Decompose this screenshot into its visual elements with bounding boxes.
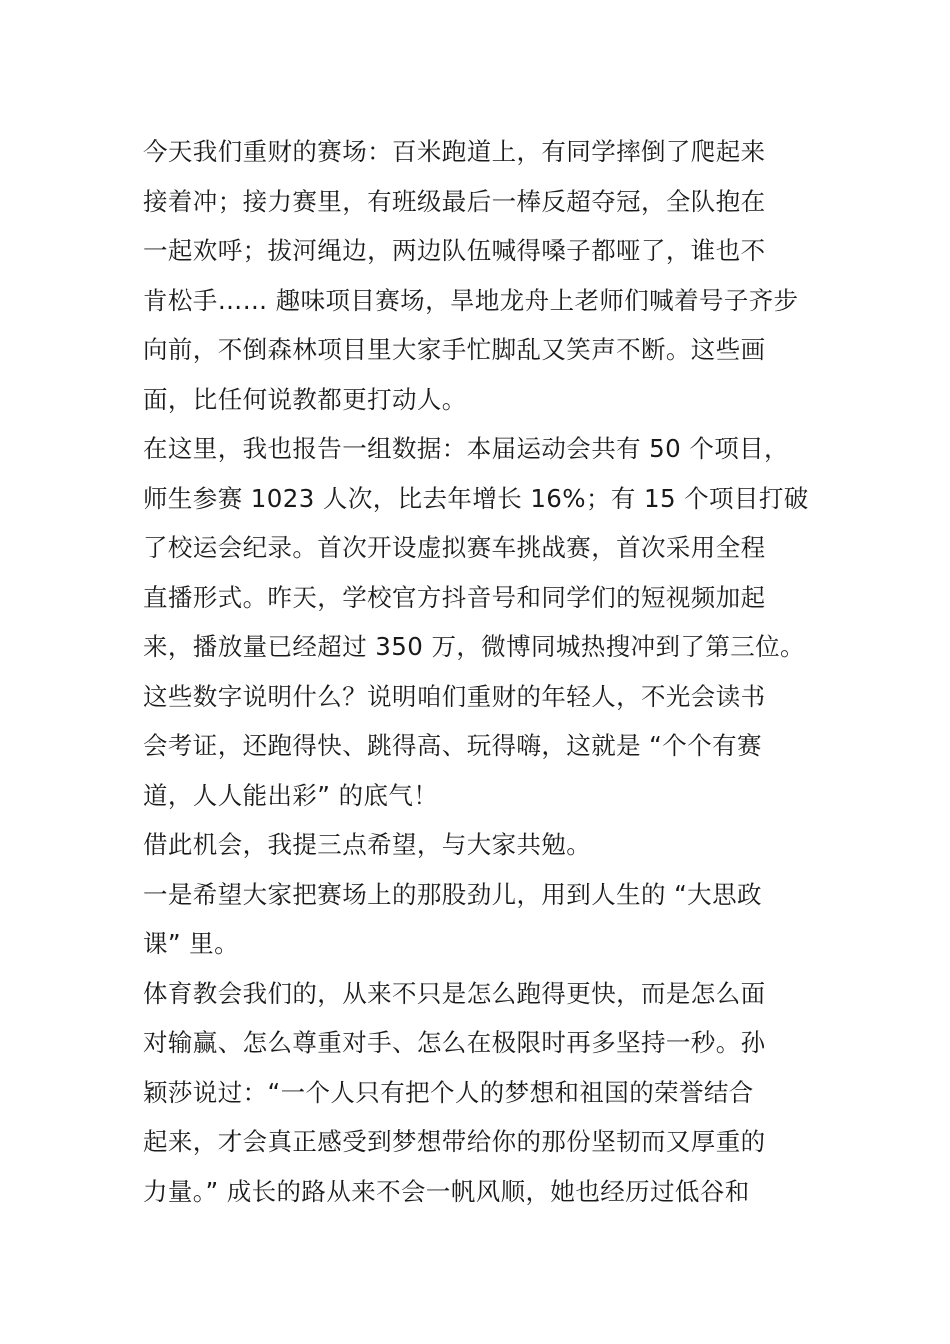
text-line: 直播形式。昨天，学校官方抖音号和同学们的短视频加起 [143,582,766,612]
text-line: 在这里，我也报告一组数据：本届运动会共有 50 个项目， [143,434,789,463]
text-line: 颖莎说过：“一个人只有把个人的梦想和祖国的荣誉结合 [143,1077,754,1107]
text-line: 师生参赛 1023 人次，比去年增长 16%；有 15 个项目打破 [143,483,809,513]
body-text [143,127,823,1216]
text-line: 力量。” 成长的路从来不会一帆风顺，她也经历过低谷和 [143,1176,750,1206]
text-line: 这些数字说明什么？说明咱们重财的年轻人，不光会读书 [143,681,766,711]
text-line: 课” 里。 [143,929,239,958]
text-line: 一是希望大家把赛场上的那股劲儿，用到人生的 “大思政 [143,879,762,909]
text-line: 体育教会我们的，从来不只是怎么跑得更快，而是怎么面 [143,978,766,1008]
text-line: 今天我们重财的赛场：百米跑道上，有同学摔倒了爬起来 [143,137,766,166]
text-line: 对输赢、怎么尊重对手、怎么在极限时再多坚持一秒。孙 [143,1028,766,1057]
text-line: 来，播放量已经超过 350 万，微博同城热搜冲到了第三位。 [143,632,805,661]
text-line: 一起欢呼；拔河绳边，两边队伍喊得嗓子都哑了，谁也不 [143,236,766,265]
text-line: 了校运会纪录。首次开设虚拟赛车挑战赛，首次采用全程 [143,533,766,562]
text-line: 会考证，还跑得快、跳得高、玩得嗨，这就是 “个个有赛 [143,731,762,760]
text-line: 起来，才会真正感受到梦想带给你的那份坚韧而又厚重的 [143,1127,766,1156]
text-line: 接着冲；接力赛里，有班级最后一棒反超夺冠，全队抱在 [143,186,766,216]
text-line: 道，人人能出彩” 的底气！ [143,780,439,810]
text-line: 向前，不倒森林项目里大家手忙脚乱又笑声不断。这些画 [143,335,766,364]
text-line: 肯松手…… 趣味项目赛场，旱地龙舟上老师们喊着号子齐步 [143,285,799,315]
text-line: 面，比任何说教都更打动人。 [143,384,467,414]
text-line: 借此机会，我提三点希望，与大家共勉。 [143,830,592,859]
